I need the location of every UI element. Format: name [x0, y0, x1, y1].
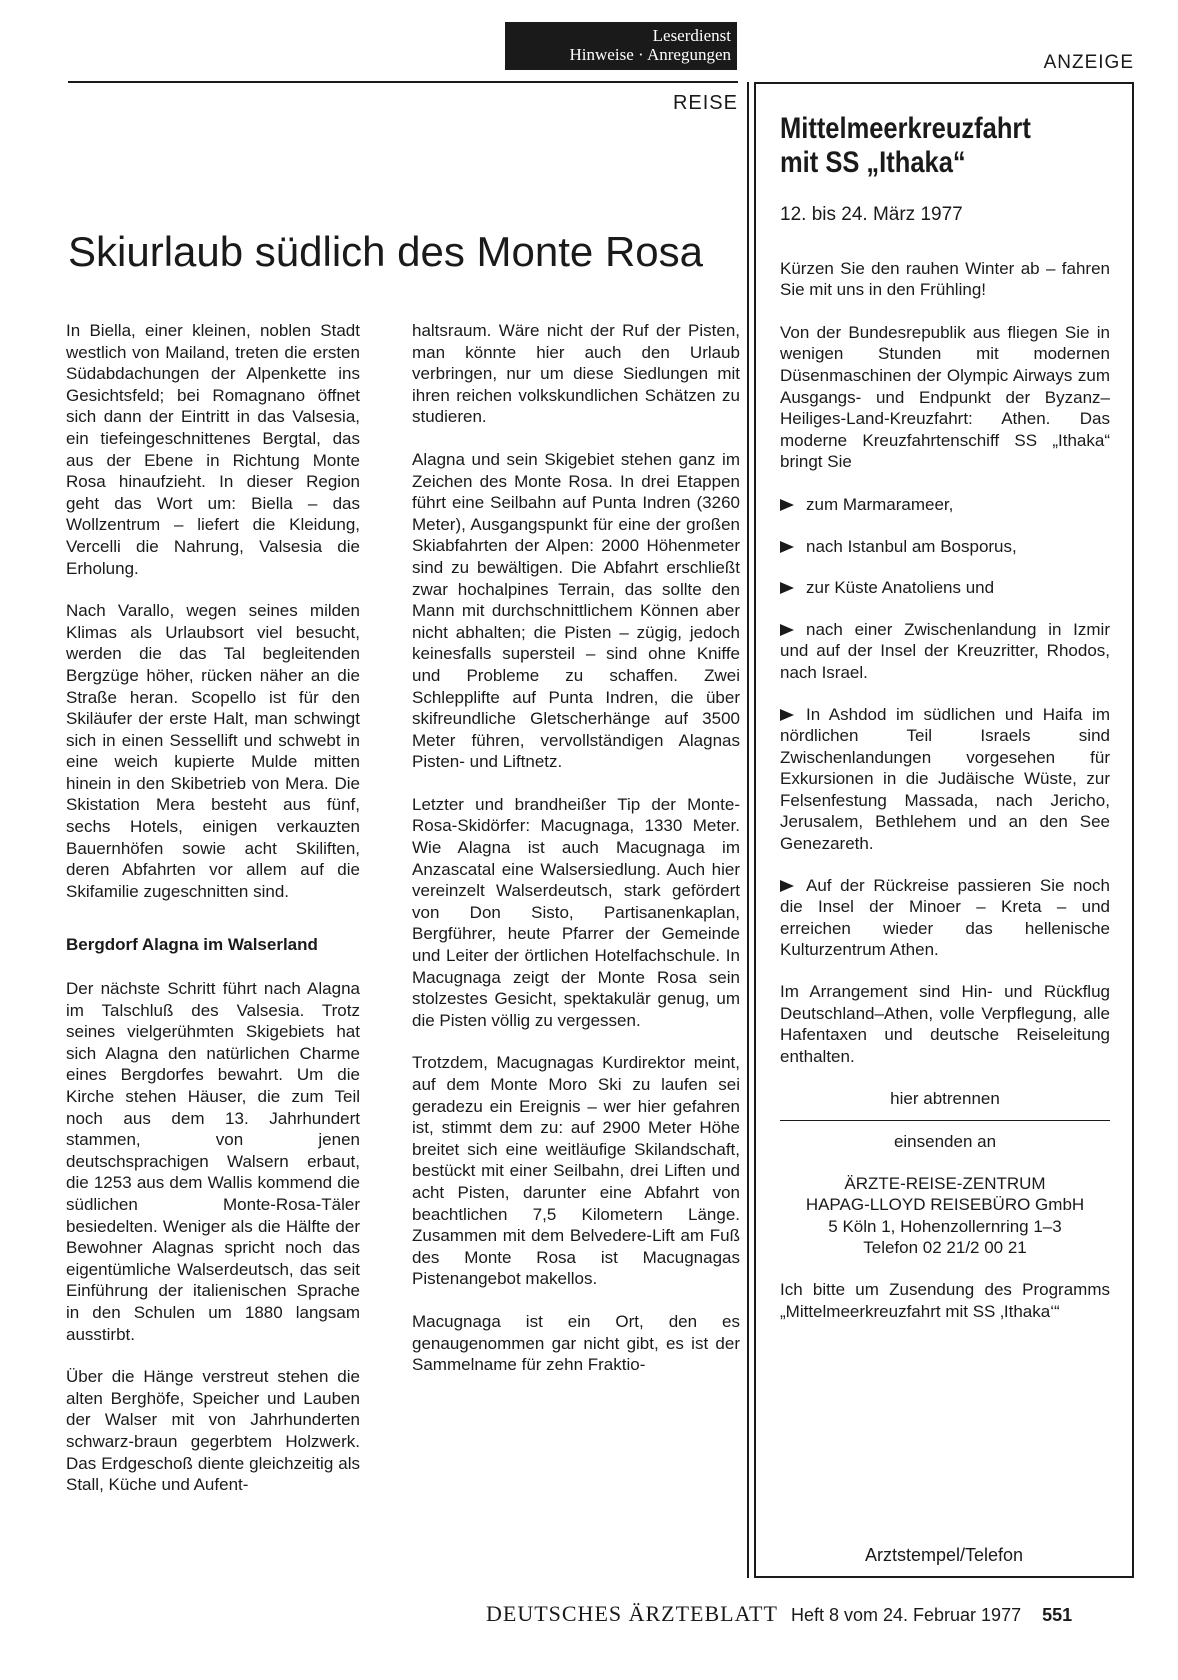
ad-bullet [780, 704, 1110, 855]
article-subheading: Bergdorf Alagna im Walserland [66, 935, 318, 955]
advertisement-label: ANZEIGE [1043, 52, 1134, 73]
ad-divider [747, 82, 749, 1578]
ad-date: 12. bis 24. März 1977 [780, 204, 963, 225]
article-paragraph: Alagna und sein Skigebiet stehen ganz im Zeichen des Monte Rosa. In drei Etappen führt eine Seilbahn auf Punta Indren (3260 Meter), Ausgangspunkt für eine der großen Skiabfahrten der Alpen: 2000 Höhenmeter sind zu bewältigen. Die Abfahrt erschließt zwar hochalpines Terrain, das sollte den Mann mit durchschnittlichem Können aber nicht abhalten; die Pisten – zügig, jedoch keinesfalls supersteil – sind ohne Kniffe und Probleme zu schaffen. Zwei Schlepplifte auf Punta Indren, die über skifreundliche Gletscherhänge auf 3500 Meter führen, vervollständigen Alagnas Pisten- und Liftnetz. [412, 449, 740, 772]
triangle-bullet-icon [780, 582, 794, 594]
top-divider [68, 81, 738, 83]
ad-bullet [780, 494, 1110, 516]
ad-bullet-text: In Ashdod im südlichen und Haifa im nördlichen Teil Israels sind Zwischenlandungen vorgesehen für Exkursionen in die Judäische Wüste, zur Felsenfestung Massada, nach Jericho, Jerusalem, Bethlehem und an den See Genezareth. [780, 704, 1110, 854]
article-paragraph: Nach Varallo, wegen seines milden Klimas als Urlaubsort viel besucht, werden die das Tal begleitenden Bergzüge höher, rücken näher an die Straße heran. Scopello ist für den Skiläufer der erste Halt, man schwingt sich in einen Sessellift und schwebt in eine weich kupierte Mulde mitten hinein in den Skibetrieb von Mera. Die Skistation Mera besteht aus fünf, sechs Hotels, einigen verkauzten Bauernhöfen sowie acht Skiliften, deren Abfahrten vor allem auf die Skifamilie zugeschnitten sind. [66, 601, 360, 901]
address-line: ÄRZTE-REISE-ZENTRUM [844, 1173, 1046, 1193]
triangle-bullet-icon [780, 709, 794, 721]
ad-title-line-1: Mittelmeerkreuzfahrt [780, 112, 1031, 145]
section-label: REISE [672, 92, 738, 114]
ad-title-line-2: mit SS „Ithaka“ [780, 146, 966, 179]
ad-bullet-text: Auf der Rückreise passieren Sie noch die Insel der Minoer – Kreta – und erreichen wieder das hellenische Kulturzentrum Athen. [780, 875, 1110, 960]
article-paragraph: Letzter und brandheißer Tip der Monte-Rosa-Skidörfer: Macugnaga, 1330 Meter. Wie Alagna ist auch Macugnaga im Anzascatal eine Walsersiedlung. Auch hier vereinzelt Walserdeutsch, stark gefördert von Don Sisto, Partisanenkaplan, Bergführer, heute Pfarrer der Gemeinde und Leiter der örtlichen Hotelfachschule. In Macugnaga zeigt der Monte Rosa sein stolzestes Gesicht, spektakulär genug, um die Pisten völlig zu vergessen. [412, 794, 740, 1030]
address-line: Telefon 02 21/2 00 21 [863, 1238, 1027, 1258]
article-column-1 [66, 320, 360, 1517]
advertisement-content [780, 112, 1110, 1343]
article-paragraph: Trotzdem, Macugnagas Kurdirektor meint, auf dem Monte Moro Ski zu laufen sei geradezu ein Ereignis – wer hier gefahren ist, stimmt dem zu: auf 2900 Meter Höhe breitet sich eine weitläufige Skilandschaft, bestückt mit einer Seilbahn, drei Liften und acht Pisten, darunter eine Abfahrt von beachtlichen 7,5 Kilometern Länge. Zusammen mit dem Belvedere-Lift am Fuß des Monte Rosa ist Macugnagas Pistenangebot makellos. [412, 1053, 740, 1289]
ad-intro: Kürzen Sie den rauhen Winter ab – fahren Sie mit uns in den Frühling! [780, 258, 1110, 300]
article-paragraph: In Biella, einer kleinen, noblen Stadt westlich von Mailand, treten die ersten Südabdachungen der Alpenkette ins Gesichtsfeld; bei Romagnano öffnet sich dann der Eintritt in das Valsesia, ein tiefeingeschnittenes Bergtal, das aus der Ebene in Richtung Monte Rosa hinaufzieht. In dieser Region geht das Wort um: Biella – das Wollzentrum – liefert die Kleidung, Vercelli die Nahrung, Valsesia die Erholung. [66, 321, 360, 578]
article-paragraph: Macugnaga ist ein Ort, den es genaugenommen gar nicht gibt, es ist der Sammelname für zehn Fraktio- [412, 1311, 740, 1375]
article-paragraph: Über die Hänge verstreut stehen die alten Berghöfe, Speicher und Lauben der Walser mit von Jahrhunderten schwarz-braun gegerbtem Holzwerk. Das Erdgeschoß diente gleichzeitig als Stall, Küche und Aufent- [66, 1367, 360, 1495]
request-text: Ich bitte um Zusendung des Programms „Mittelmeerkreuzfahrt mit SS ‚Ithaka‘“ [780, 1279, 1110, 1321]
ad-bullet [780, 619, 1110, 684]
badge-line-2: Hinweise · Anregungen [569, 45, 731, 64]
ad-bullet-text: zum Marmarameer, [806, 494, 954, 514]
triangle-bullet-icon [780, 624, 794, 636]
issue-info: Heft 8 vom 24. Februar 1977 [790, 1605, 1022, 1625]
article-column-2 [412, 320, 740, 1397]
ad-bullet [780, 536, 1110, 558]
article-paragraph: Der nächste Schritt führt nach Alagna im Talschluß des Valsesia. Trotz seines vielgerühmten Skigebiets hat sich Alagna den natürlichen Charme eines Bergdorfes bewahrt. Um die Kirche stehen Häuser, die zum Teil noch aus dem 13. Jahrhundert stammen, von jenen deutschsprachigen Walsern erbaut, die 1253 aus dem Wallis kommend die südlichen Monte-Rosa-Täler besiedelten. Weniger als die Hälfte der Bewohner Alagnas spricht noch das eigentümliche Walserdeutsch, das seit Einführung der italienischen Sprache in den Schulen um 1880 langsam ausstirbt. [66, 979, 360, 1344]
page-footer [486, 1601, 1072, 1627]
send-to-label: einsenden an [893, 1132, 997, 1151]
section-badge [505, 22, 737, 70]
cut-line [780, 1120, 1110, 1121]
ad-body: Von der Bundesrepublik aus fliegen Sie in wenigen Stunden mit modernen Düsenmaschinen der Olympic Airways zum Ausgangs- und Endpunkt der Byzanz–Heiliges-Land-Kreuzfahrt: Athen. Das moderne Kreuzfahrtenschiff SS „Ithaka“ bringt Sie [780, 322, 1110, 472]
address-line: 5 Köln 1, Hohenzollernring 1–3 [828, 1216, 1062, 1236]
triangle-bullet-icon [780, 541, 794, 553]
magazine-name: DEUTSCHES ÄRZTEBLATT [486, 1601, 778, 1626]
ad-arrangement: Im Arrangement sind Hin- und Rückflug Deutschland–Athen, volle Verpflegung, alle Hafentaxen und deutsche Reiseleitung enthalten. [780, 982, 1110, 1066]
page-number: 551 [1042, 1605, 1073, 1625]
triangle-bullet-icon [780, 499, 794, 511]
ad-bullet-text: nach einer Zwischenlandung in Izmir und auf der Insel der Kreuzritter, Rhodos, nach Israel. [780, 619, 1110, 682]
ad-bullet [780, 577, 1110, 599]
badge-line-1: Leserdienst [652, 26, 731, 45]
ad-bullet-text: zur Küste Anatoliens und [806, 578, 995, 598]
address-block [780, 1173, 1110, 1259]
stamp-label: Arztstempel/Telefon [864, 1545, 1024, 1565]
address-line: HAPAG-LLOYD REISEBÜRO GmbH [805, 1195, 1085, 1215]
article-paragraph: haltsraum. Wäre nicht der Ruf der Pisten, man könnte hier auch den Urlaub verbringen, nur um diese Siedlungen mit ihren reichen volkskundlichen Schätzen zu studieren. [412, 321, 740, 427]
ad-bullet-text: nach Istanbul am Bosporus, [806, 536, 1017, 556]
ad-title [780, 112, 1061, 180]
cut-here-label: hier abtrennen [890, 1089, 1000, 1109]
article-headline: Skiurlaub südlich des Monte Rosa [68, 228, 704, 275]
ad-bullet [780, 875, 1110, 961]
triangle-bullet-icon [780, 880, 794, 892]
